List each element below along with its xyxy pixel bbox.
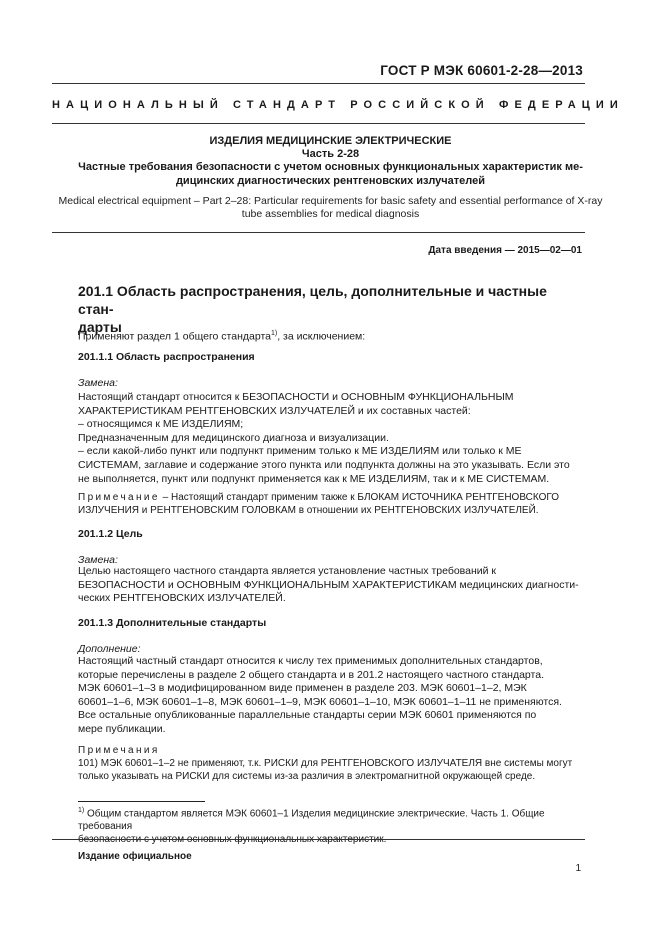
footer-rule: [52, 839, 585, 840]
intro-text-end: , за исключением:: [277, 330, 366, 343]
note-line: только указывать на РИСКИ для системы из-за различия в электромагнитной окружающей среде.: [78, 771, 536, 782]
purpose-line: Целью настоящего частного стандарта является установление частных требований к: [78, 565, 497, 577]
section-heading-line-1: 201.1 Область распространения, цель, дополнительные и частные стан-: [78, 283, 547, 317]
scope-line: Настоящий стандарт относится к БЕЗОПАСНОСТИ и ОСНОВНЫМ ФУНКЦИОНАЛЬНЫМ: [78, 391, 514, 403]
additional-line: Настоящий частный стандарт относится к числу тех применимых дополнительных стандартов,: [78, 655, 543, 667]
title-line-1: ИЗДЕЛИЯ МЕДИЦИНСКИЕ ЭЛЕКТРИЧЕСКИЕ: [209, 135, 452, 147]
note-text: – Настоящий стандарт применим также к БЛОКАМ ИСТОЧНИКА РЕНТГЕНОВСКОГО: [159, 492, 559, 503]
scope-line: – если какой-либо пункт или подпункт применим только к МЕ ИЗДЕЛИЯМ или только к МЕ: [78, 445, 522, 458]
banner-rule: [52, 123, 585, 124]
footnote-ref: 1): [270, 330, 278, 337]
subsection-heading-scope: 201.1.1 Область распространения: [78, 351, 255, 363]
subsection-heading-additional: 201.1.3 Дополнительные стандарты: [78, 617, 267, 629]
note-line: 101) МЭК 60601–1–2 не применяют, т.к. РИСКИ для РЕНТГЕНОВСКОГО ИЗЛУЧАТЕЛЯ вне системы могут: [78, 758, 573, 769]
national-standard-banner: НАЦИОНАЛЬНЫЙ СТАНДАРТ РОССИЙСКОЙ ФЕДЕРАЦИИ: [52, 99, 624, 111]
title-subtitle: [52, 160, 609, 188]
footnote-text: Общим стандартом является МЭК 60601–1 Изделия медицинские электрические. Часть 1. Общие требования: [78, 808, 545, 833]
purpose-line: БЕЗОПАСНОСТИ и ОСНОВНЫМ ФУНКЦИОНАЛЬНЫМ ХАРАКТЕРИСТИКАМ медицинских диагности-: [78, 578, 579, 591]
additional-notes: [78, 744, 583, 783]
additional-line: МЭК 60601–1–3 в модифицированном виде применен в разделе 203. МЭК 60601–1–2, МЭК: [78, 682, 527, 695]
english-title-a: Medical electrical equipment – Part 2–28: Particular requirements for basic safety and essential performance of X-ray: [58, 195, 603, 207]
additional-line: которые перечислены в разделе 2 общего стандарта и в 201.2 настоящего частного стандарта.: [78, 668, 544, 681]
subsection-heading-purpose: 201.1.2 Цель: [78, 528, 143, 540]
purpose-body: [78, 565, 583, 606]
purpose-line: ческих РЕНТГЕНОВСКИХ ИЗЛУЧАТЕЛЕЙ.: [78, 592, 286, 605]
scope-note: [78, 491, 583, 517]
standard-code: ГОСТ Р МЭК 60601-2-28—2013: [380, 63, 583, 78]
scope-body: [78, 391, 583, 486]
footnote-text-2: безопасности с учетом основных функциональных характеристик.: [78, 834, 387, 846]
scope-line: не выполняется, пункт или подпункт применяется как к МЕ ИЗДЕЛИЯМ, так и к МЕ СИСТЕМАМ.: [78, 472, 550, 485]
header-rule: [52, 83, 585, 84]
note-text-2: ИЗЛУЧЕНИЯ и РЕНТГЕНОВСКИМ ГОЛОВКАМ в отношении их РЕНТГЕНОВСКИХ ИЗЛУЧАТЕЛЕЙ.: [78, 505, 539, 516]
addition-label: Дополнение:: [78, 643, 141, 655]
section-intro: [78, 327, 583, 344]
english-title: [52, 195, 609, 221]
scope-line: Предназначенным для медицинского диагноза и визуализации.: [78, 431, 389, 444]
scope-line: ХАРАКТЕРИСТИКАМ РЕНТГЕНОВСКИХ ИЗЛУЧАТЕЛЕЙ и их составных частей:: [78, 404, 471, 417]
title-subtitle-a: Частные требования безопасности с учетом основных функциональных характеристик ме-: [78, 161, 583, 173]
edition-label: Издание официальное: [78, 851, 192, 862]
note-label: Примечание: [78, 492, 160, 503]
additional-line: 60601–1–6, МЭК 60601–1–8, МЭК 60601–1–9, МЭК 60601–1–10, МЭК 60601–1–11 не применяются.: [78, 695, 562, 708]
footnote-marker: 1): [78, 807, 85, 814]
additional-body: [78, 655, 583, 737]
additional-line: мере публикации.: [78, 722, 166, 735]
english-title-b: tube assemblies for medical diagnosis: [241, 208, 420, 220]
notes-label: Примечания: [78, 745, 160, 756]
title-part: Часть 2-28: [301, 148, 360, 160]
section-heading-line-2: дарты: [78, 319, 122, 335]
title-rule: [52, 232, 585, 233]
replacement-label: Замена:: [78, 377, 118, 389]
page-number: 1: [575, 863, 581, 874]
title-subtitle-b: дицинских диагностических рентгеновских излучателей: [175, 175, 486, 187]
scope-line: – относящимся к МЕ ИЗДЕЛИЯМ;: [78, 418, 244, 431]
footnote-rule: [78, 801, 205, 802]
intro-text: Применяют раздел 1 общего стандарта: [78, 330, 271, 343]
replacement-label-2: Замена:: [78, 554, 118, 566]
scope-line: СИСТЕМАМ, заглавие и содержание этого пункта или подпункта должны на это указывать. Если это: [78, 458, 570, 471]
introduction-date: Дата введения — 2015—02—01: [428, 245, 582, 256]
additional-line: Все остальные опубликованные параллельные стандарты серии МЭК 60601 применяются по: [78, 709, 537, 722]
